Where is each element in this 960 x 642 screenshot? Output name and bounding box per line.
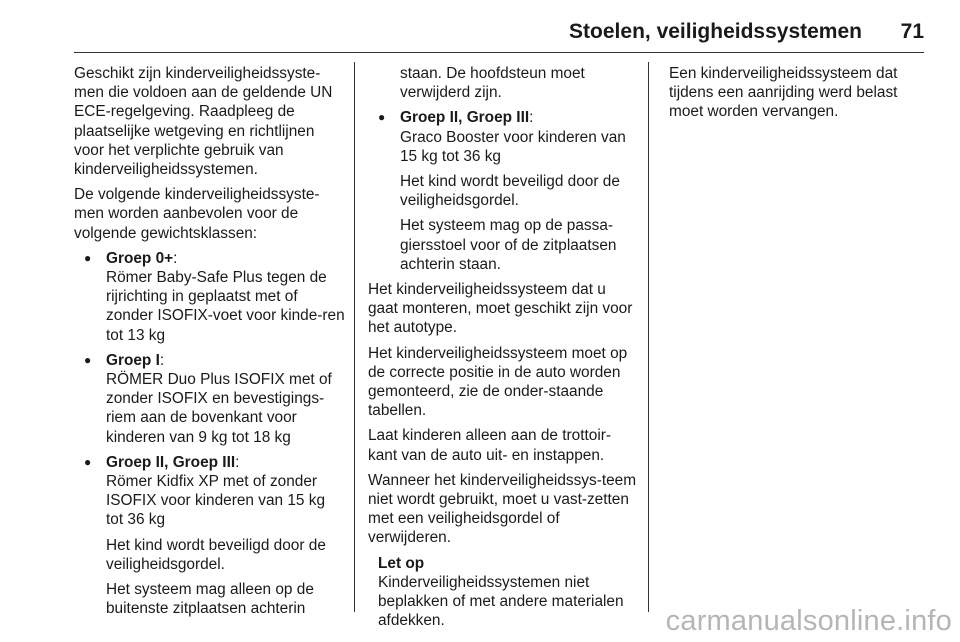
paragraph: Het kinderveiligheidssysteem moet op de correcte positie in de auto worden gemonteerd, zie de onder-staande tabellen. bbox=[368, 344, 628, 420]
group-title: Groep 0+ bbox=[106, 249, 174, 267]
paragraph: Wanneer het kinderveiligheidssys-teem niet wordt gebruikt, moet u vast-zetten met een veiligheidsgordel of verwijderen. bbox=[368, 471, 637, 547]
list-item-subtext: Het systeem mag alleen op de buitenste zitplaatsen achterin bbox=[106, 581, 314, 618]
list-item: ● Groep II, Groep III: Graco Booster voor kinderen van 15 kg tot 36 kg Het kind wordt beveiligd door de veiligheidsgordel. Het systeem mag op de passa-giersstoel voor of de zitplaatsen achterin staan. bbox=[368, 108, 640, 274]
column-divider-2 bbox=[648, 62, 649, 612]
paragraph: Het kinderveiligheidssysteem dat u gaat monteren, moet geschikt zijn voor het autotype. bbox=[368, 281, 633, 337]
paragraph: Geschikt zijn kinderveiligheidssyste-men die voldoen aan de geldende UN ECE-regelgeving. Raadpleeg de plaatselijke wetgeving en richtlijnen voor het verplichte gebruik van kinderveiligheidssystemen. bbox=[74, 65, 333, 179]
list-item-subtext: Het systeem mag op de passa-giersstoel voor of de zitplaatsen achterin staan. bbox=[400, 217, 617, 273]
list-item-text: Römer Kidfix XP met of zonder ISOFIX voor kinderen van 15 kg tot 36 kg bbox=[106, 473, 326, 529]
bullet-list bbox=[74, 249, 346, 619]
list-item-text: RÖMER Duo Plus ISOFIX met of zonder ISOFIX en bevestigings-riem aan de bovenkant voor kinderen van 9 kg tot 18 kg bbox=[106, 371, 332, 446]
continued-text: staan. De hoofdsteun moet verwijderd zijn. bbox=[400, 65, 585, 102]
column-divider-1 bbox=[354, 62, 355, 612]
note-text: Kinderveiligheidssystemen niet beplakken of met andere materialen afdekken. bbox=[378, 573, 624, 630]
paragraph: Een kinderveiligheidssysteem dat tijdens een aanrijding werd belast moet worden vervangen. bbox=[669, 65, 898, 121]
list-item-text: Römer Baby-Safe Plus tegen de rijrichting in geplaatst met of zonder ISOFIX-voet voor kinde-ren tot 13 kg bbox=[106, 269, 345, 344]
page-number: 71 bbox=[900, 20, 924, 43]
list-item: ● Groep I: RÖMER Duo Plus ISOFIX met of zonder ISOFIX en bevestigings-riem aan de bovenkant voor kinderen van 9 kg tot 18 kg bbox=[74, 351, 346, 447]
list-item-subtext: Het kind wordt beveiligd door de veiligheidsgordel. bbox=[400, 173, 620, 210]
page-header bbox=[0, 0, 960, 56]
group-title: Groep II, Groep III bbox=[106, 453, 236, 471]
header-divider bbox=[74, 52, 924, 53]
paragraph: Laat kinderen alleen aan de trottoir-kant van de auto uit- en instappen. bbox=[368, 427, 611, 464]
note-title: Let op bbox=[378, 554, 425, 572]
group-title: Groep I bbox=[106, 351, 160, 369]
column-3 bbox=[669, 64, 927, 128]
list-item: ● Groep 0+: Römer Baby-Safe Plus tegen de rijrichting in geplaatst met of zonder ISOFIX-voet voor kinde-ren tot 13 kg bbox=[74, 249, 346, 345]
bullet-list bbox=[368, 108, 640, 274]
page-title: Stoelen, veiligheidssystemen bbox=[569, 20, 862, 43]
paragraph: De volgende kinderveiligheidssyste-men worden aanbevolen voor de volgende gewichtsklassen: bbox=[74, 186, 320, 242]
column-1 bbox=[74, 64, 346, 624]
list-item-subtext: Het kind wordt beveiligd door de veiligheidsgordel. bbox=[106, 536, 326, 573]
list-item: ● Groep II, Groep III: Römer Kidfix XP met of zonder ISOFIX voor kinderen van 15 kg tot 36 kg Het kind wordt beveiligd door de veiligheidsgordel. Het systeem mag alleen op de buitenste zitplaatsen achterin bbox=[74, 453, 346, 619]
note-box bbox=[368, 554, 640, 631]
group-title: Groep II, Groep III bbox=[400, 109, 530, 127]
column-2 bbox=[368, 64, 640, 630]
list-item-text: Graco Booster voor kinderen van 15 kg tot 36 kg bbox=[400, 128, 626, 165]
watermark: carmanualsonline.info bbox=[665, 605, 952, 637]
